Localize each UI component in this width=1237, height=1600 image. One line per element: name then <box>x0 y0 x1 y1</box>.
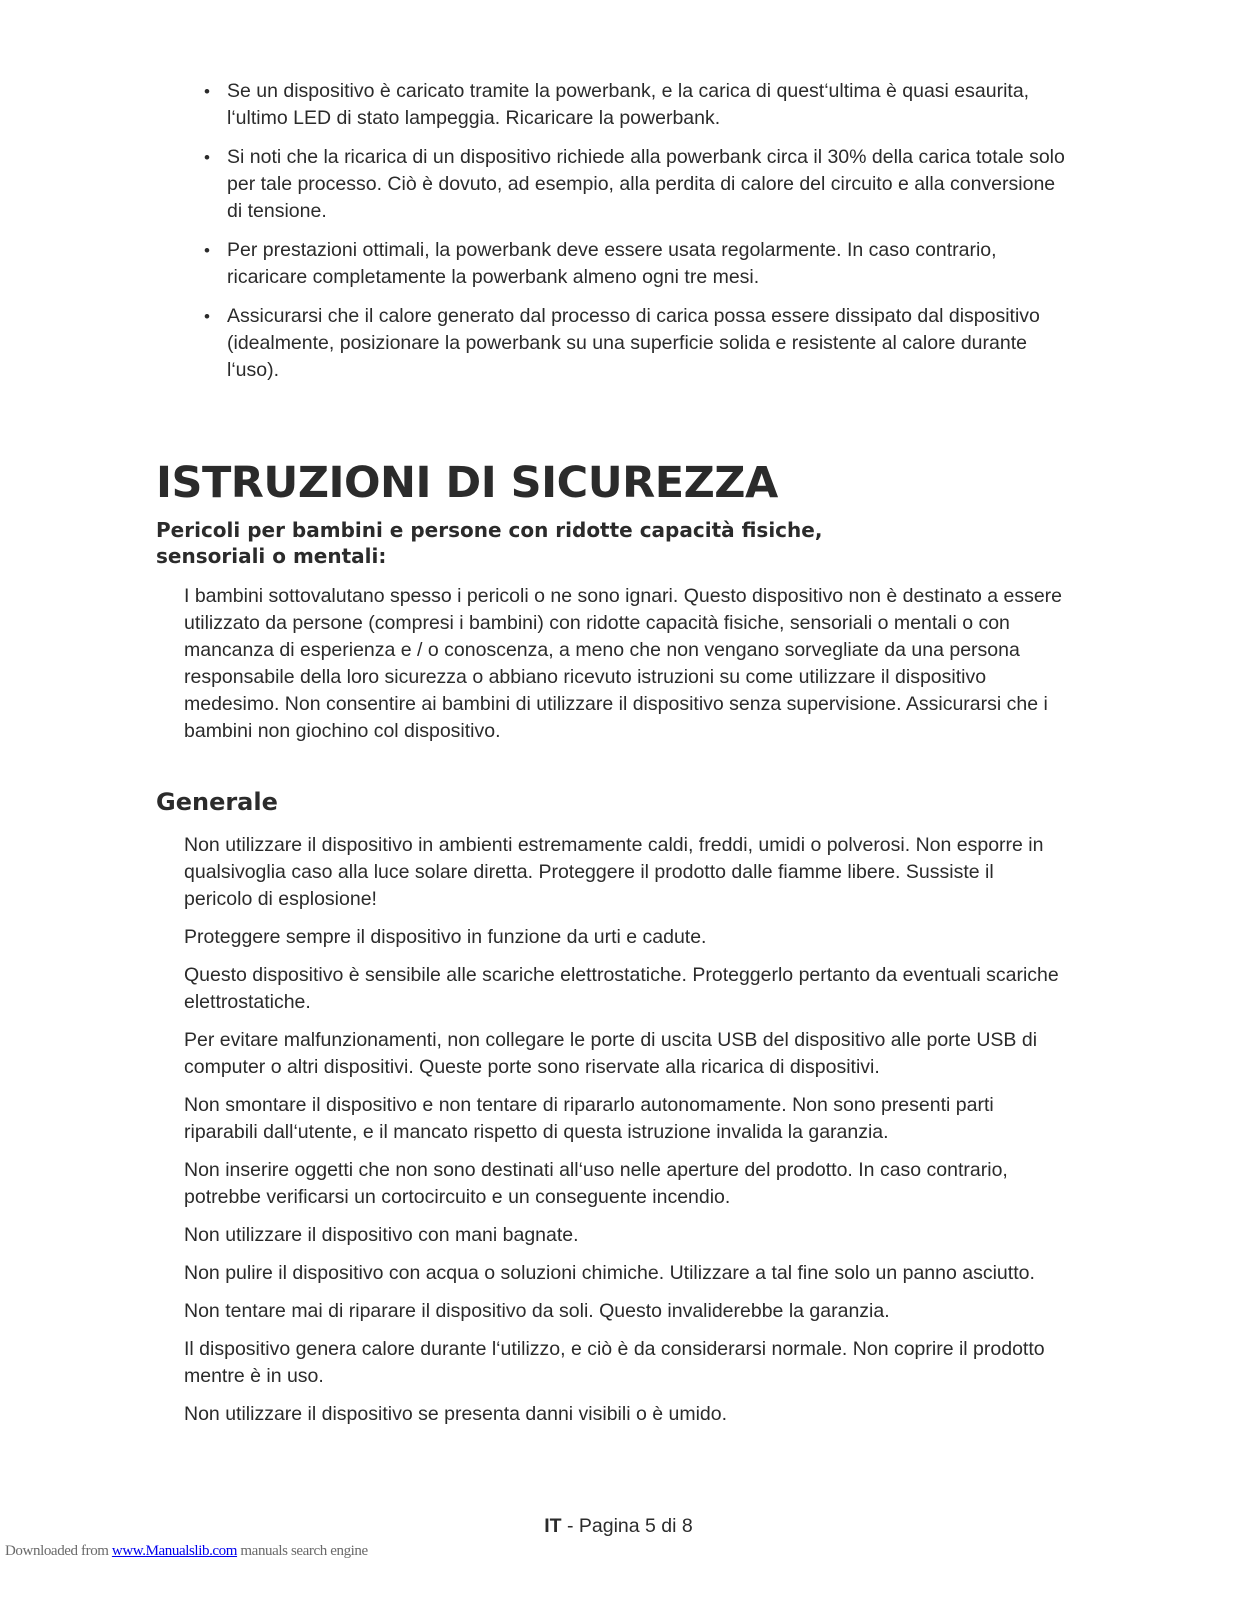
general-paragraph: Non utilizzare il dispositivo se presenta danni visibili o è umido. <box>184 1403 728 1425</box>
bullet-text: Se un dispositivo è caricato tramite la powerbank, e la carica di quest‘ultima è quasi esaurita, l‘ultimo LED di stato lampeggia. Ricaricare la powerbank. <box>227 80 1030 129</box>
language-code: IT <box>544 1515 562 1537</box>
general-paragraph: Questo dispositivo è sensibile alle scariche elettrostatiche. Proteggerlo pertanto da eventuali scariche elettrostatiche. <box>184 964 1059 1013</box>
general-paragraph: Non utilizzare il dispositivo con mani bagnate. <box>184 1224 579 1246</box>
general-paragraph: Non tentare mai di riparare il dispositivo da soli. Questo invaliderebbe la garanzia. <box>184 1300 890 1322</box>
bullet-icon: • <box>204 241 210 260</box>
page-title: ISTRUZIONI DI SICUREZZA <box>156 458 778 508</box>
general-paragraph: Il dispositivo genera calore durante l‘utilizzo, e ciò è da considerarsi normale. Non coprire il prodotto mentre è in uso. <box>184 1338 1045 1387</box>
bullet-icon: • <box>204 307 210 326</box>
children-hazard-paragraph: I bambini sottovalutano spesso i pericoli o ne sono ignari. Questo dispositivo non è destinato a essere utilizzato da persone (compresi i bambini) con ridotte capacità fisiche, sensoriali o mentali o con mancanza di esperienza e / o conoscenza, a meno che non vengano sorvegliate da una persona responsabile della loro sicurezza o abbiano ricevuto istruzioni su come utilizzare il dispositivo medesimo. Non consentire ai bambini di utilizzare il dispositivo senza supervisione. Assicurarsi che i bambini non giochino col dispositivo. <box>184 585 1063 742</box>
bullet-text: Assicurarsi che il calore generato dal processo di carica possa essere dissipato dal dispositivo (idealmente, posizionare la powerbank su una superficie solida e resistente al calore durante l‘uso). <box>227 305 1040 381</box>
general-paragraph: Proteggere sempre il dispositivo in funzione da urti e cadute. <box>184 926 707 948</box>
page-number: - Pagina 5 di 8 <box>561 1515 693 1537</box>
download-notice <box>5 1541 368 1561</box>
bullet-icon: • <box>204 82 210 101</box>
general-paragraph: Per evitare malfunzionamenti, non collegare le porte di uscita USB del dispositivo alle porte USB di computer o altri dispositivi. Queste porte sono riservate alla ricarica di dispositivi. <box>184 1029 1038 1078</box>
list-item <box>204 303 1074 384</box>
children-hazard-heading: Pericoli per bambini e persone con ridotte capacità fisiche, sensoriali o mentali: <box>156 518 823 568</box>
general-paragraph: Non smontare il dispositivo e non tentare di ripararlo autonomamente. Non sono presenti parti riparabili dall‘utente, e il mancato rispetto di questa istruzione invalida la garanzia. <box>184 1094 994 1143</box>
page-footer <box>0 1513 1237 1539</box>
general-paragraph: Non utilizzare il dispositivo in ambienti estremamente caldi, freddi, umidi o polverosi. Non esporre in qualsivoglia caso alla luce solare diretta. Proteggere il prodotto dalle fiamme libere. Sussiste il pericolo di esplosione! <box>184 834 1044 910</box>
download-suffix: manuals search engine <box>237 1543 368 1559</box>
general-heading: Generale <box>156 788 278 816</box>
bullet-list <box>204 78 1074 396</box>
list-item <box>204 144 1074 225</box>
bullet-text: Per prestazioni ottimali, la powerbank deve essere usata regolarmente. In caso contrario, ricaricare completamente la powerbank almeno ogni tre mesi. <box>227 239 997 288</box>
list-item <box>204 237 1074 291</box>
list-item <box>204 78 1074 132</box>
download-prefix: Downloaded from <box>5 1543 112 1559</box>
general-section <box>184 832 1064 1439</box>
general-paragraph: Non pulire il dispositivo con acqua o soluzioni chimiche. Utilizzare a tal fine solo un panno asciutto. <box>184 1262 1035 1284</box>
children-hazard-section <box>184 583 1064 756</box>
general-paragraph: Non inserire oggetti che non sono destinati all‘uso nelle aperture del prodotto. In caso contrario, potrebbe verificarsi un cortocircuito e un conseguente incendio. <box>184 1159 1008 1208</box>
bullet-text: Si noti che la ricarica di un dispositivo richiede alla powerbank circa il 30% della carica totale solo per tale processo. Ciò è dovuto, ad esempio, alla perdita di calore del circuito e alla conversione di tensione. <box>227 146 1065 222</box>
manualslib-link[interactable]: www.Manualslib.com <box>111 1543 238 1559</box>
bullet-icon: • <box>204 148 210 167</box>
